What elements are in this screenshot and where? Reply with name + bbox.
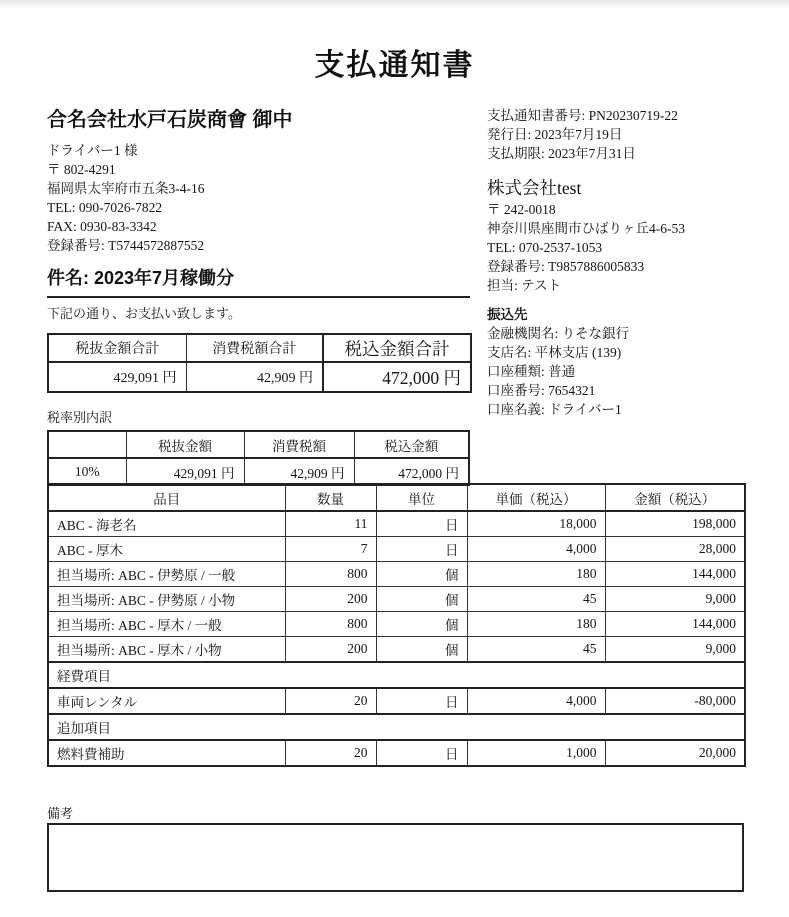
issue-date: 発行日: 2023年7月19日 — [487, 127, 623, 142]
bank-detail-line: 口座番号: 7654321 — [487, 383, 596, 398]
item-cell-unit: 個 — [376, 562, 467, 587]
item-cell-price: 45 — [467, 637, 605, 663]
tax-breakdown-label: 税率別内訳 — [47, 410, 113, 425]
items-header-name: 品目 — [48, 484, 285, 511]
bank-detail-line: 金融機関名: りそな銀行 — [487, 326, 630, 341]
page-top-shadow — [0, 0, 789, 9]
item-cell-name: 担当場所: ABC - 厚木 / 小物 — [48, 637, 285, 663]
section-header-label: 追加項目 — [48, 714, 745, 740]
items-header-qty: 数量 — [285, 484, 376, 511]
tax-header-rate — [48, 431, 126, 458]
section-header-row — [48, 662, 745, 688]
subject-heading: 件名: 2023年7月稼働分 — [47, 264, 470, 298]
item-cell-amount: 28,000 — [605, 537, 745, 562]
item-cell-qty: 11 — [285, 511, 376, 537]
items-table-body — [48, 511, 745, 766]
section-header-label: 経費項目 — [48, 662, 745, 688]
totals-value-incl-tax: 472,000 円 — [323, 362, 471, 392]
item-row — [48, 688, 745, 714]
recipient-fax: FAX: 0930-83-3342 — [47, 219, 157, 234]
item-cell-qty: 200 — [285, 587, 376, 612]
item-cell-qty: 20 — [285, 688, 376, 714]
item-cell-amount: 198,000 — [605, 511, 745, 537]
item-cell-price: 4,000 — [467, 688, 605, 714]
page-title: 支払通知書 — [314, 49, 475, 82]
totals-header-tax: 消費税額合計 — [186, 334, 323, 362]
item-cell-name: 担当場所: ABC - 厚木 / 一般 — [48, 612, 285, 637]
item-cell-amount: 20,000 — [605, 740, 745, 766]
totals-header-incl-tax: 税込金額合計 — [323, 334, 471, 362]
item-cell-unit: 個 — [376, 612, 467, 637]
item-row — [48, 511, 745, 537]
items-table — [47, 483, 746, 767]
tax-header-incl: 税込金額 — [354, 431, 469, 458]
item-cell-price: 180 — [467, 612, 605, 637]
item-cell-name: 担当場所: ABC - 伊勢原 / 小物 — [48, 587, 285, 612]
item-cell-amount: 9,000 — [605, 637, 745, 663]
bank-details — [487, 324, 749, 419]
totals-table — [47, 333, 472, 393]
issuer-contact: 担当: テスト — [487, 278, 562, 293]
payment-note: 下記の通り、お支払い致します。 — [47, 306, 241, 321]
items-header-price: 単価（税込） — [467, 484, 605, 511]
item-cell-price: 45 — [467, 587, 605, 612]
totals-value-row — [48, 362, 471, 392]
item-cell-unit: 個 — [376, 637, 467, 663]
tax-value-row — [48, 458, 469, 485]
totals-header-row — [48, 334, 471, 362]
recipient-person: ドライバー1 様 — [47, 143, 138, 158]
recipient-address: 福岡県太宰府市五条3-4-16 — [47, 181, 205, 196]
item-cell-unit: 日 — [376, 537, 467, 562]
item-cell-unit: 個 — [376, 587, 467, 612]
item-row — [48, 587, 745, 612]
item-cell-qty: 7 — [285, 537, 376, 562]
due-date: 支払期限: 2023年7月31日 — [487, 146, 636, 161]
item-cell-qty: 800 — [285, 562, 376, 587]
item-cell-amount: 144,000 — [605, 562, 745, 587]
recipient-company: 合名会社水戸石炭商會 御中 — [47, 109, 293, 131]
item-cell-qty: 200 — [285, 637, 376, 663]
item-cell-name: 燃料費補助 — [48, 740, 285, 766]
items-header-unit: 単位 — [376, 484, 467, 511]
tax-header-tax: 消費税額 — [244, 431, 354, 458]
item-cell-name: ABC - 海老名 — [48, 511, 285, 537]
bank-detail-line: 支店名: 平林支店 (139) — [487, 345, 622, 360]
recipient-registration: 登録番号: T5744572887552 — [47, 238, 205, 253]
items-header-row — [48, 484, 745, 511]
item-cell-name: 車両レンタル — [48, 688, 285, 714]
tax-incl-amount: 472,000 円 — [354, 458, 469, 485]
item-cell-unit: 日 — [376, 688, 467, 714]
recipient-tel: TEL: 090-7026-7822 — [47, 200, 163, 215]
item-cell-price: 18,000 — [467, 511, 605, 537]
item-row — [48, 637, 745, 663]
item-cell-price: 1,000 — [467, 740, 605, 766]
tax-excl-amount: 429,091 円 — [126, 458, 244, 485]
tax-rate: 10% — [48, 458, 126, 485]
bank-detail-line: 口座名義: ドライバー1 — [487, 402, 622, 417]
tax-amount: 42,909 円 — [244, 458, 354, 485]
bank-section-label: 振込先 — [487, 307, 528, 322]
item-cell-price: 4,000 — [467, 537, 605, 562]
issuer-company: 株式会社test — [487, 178, 582, 198]
item-row — [48, 740, 745, 766]
totals-value-excl-tax: 429,091 円 — [48, 362, 186, 392]
item-cell-unit: 日 — [376, 511, 467, 537]
notice-number: 支払通知書番号: PN20230719-22 — [487, 108, 678, 123]
tax-header-excl: 税抜金額 — [126, 431, 244, 458]
issuer-registration: 登録番号: T9857886005833 — [487, 259, 645, 274]
remarks-box — [47, 823, 744, 892]
section-header-row — [48, 714, 745, 740]
item-row — [48, 612, 745, 637]
item-cell-name: ABC - 厚木 — [48, 537, 285, 562]
item-cell-name: 担当場所: ABC - 伊勢原 / 一般 — [48, 562, 285, 587]
issuer-tel: TEL: 070-2537-1053 — [487, 240, 603, 255]
item-cell-qty: 800 — [285, 612, 376, 637]
totals-value-tax: 42,909 円 — [186, 362, 323, 392]
totals-header-excl-tax: 税抜金額合計 — [48, 334, 186, 362]
issuer-postal: 〒 242-0018 — [487, 202, 556, 217]
recipient-block — [47, 103, 470, 486]
recipient-postal: 〒 802-4291 — [47, 162, 116, 177]
tax-breakdown-table — [47, 430, 470, 486]
item-row — [48, 537, 745, 562]
bank-detail-line: 口座種類: 普通 — [487, 364, 576, 379]
item-cell-price: 180 — [467, 562, 605, 587]
item-cell-qty: 20 — [285, 740, 376, 766]
item-cell-amount: 144,000 — [605, 612, 745, 637]
remarks-label: 備考 — [47, 806, 74, 821]
tax-header-row — [48, 431, 469, 458]
issuer-block — [487, 106, 749, 419]
item-cell-amount: -80,000 — [605, 688, 745, 714]
items-header-amount: 金額（税込） — [605, 484, 745, 511]
issuer-address: 神奈川県座間市ひばりヶ丘4-6-53 — [487, 221, 685, 236]
item-cell-amount: 9,000 — [605, 587, 745, 612]
item-cell-unit: 日 — [376, 740, 467, 766]
item-row — [48, 562, 745, 587]
